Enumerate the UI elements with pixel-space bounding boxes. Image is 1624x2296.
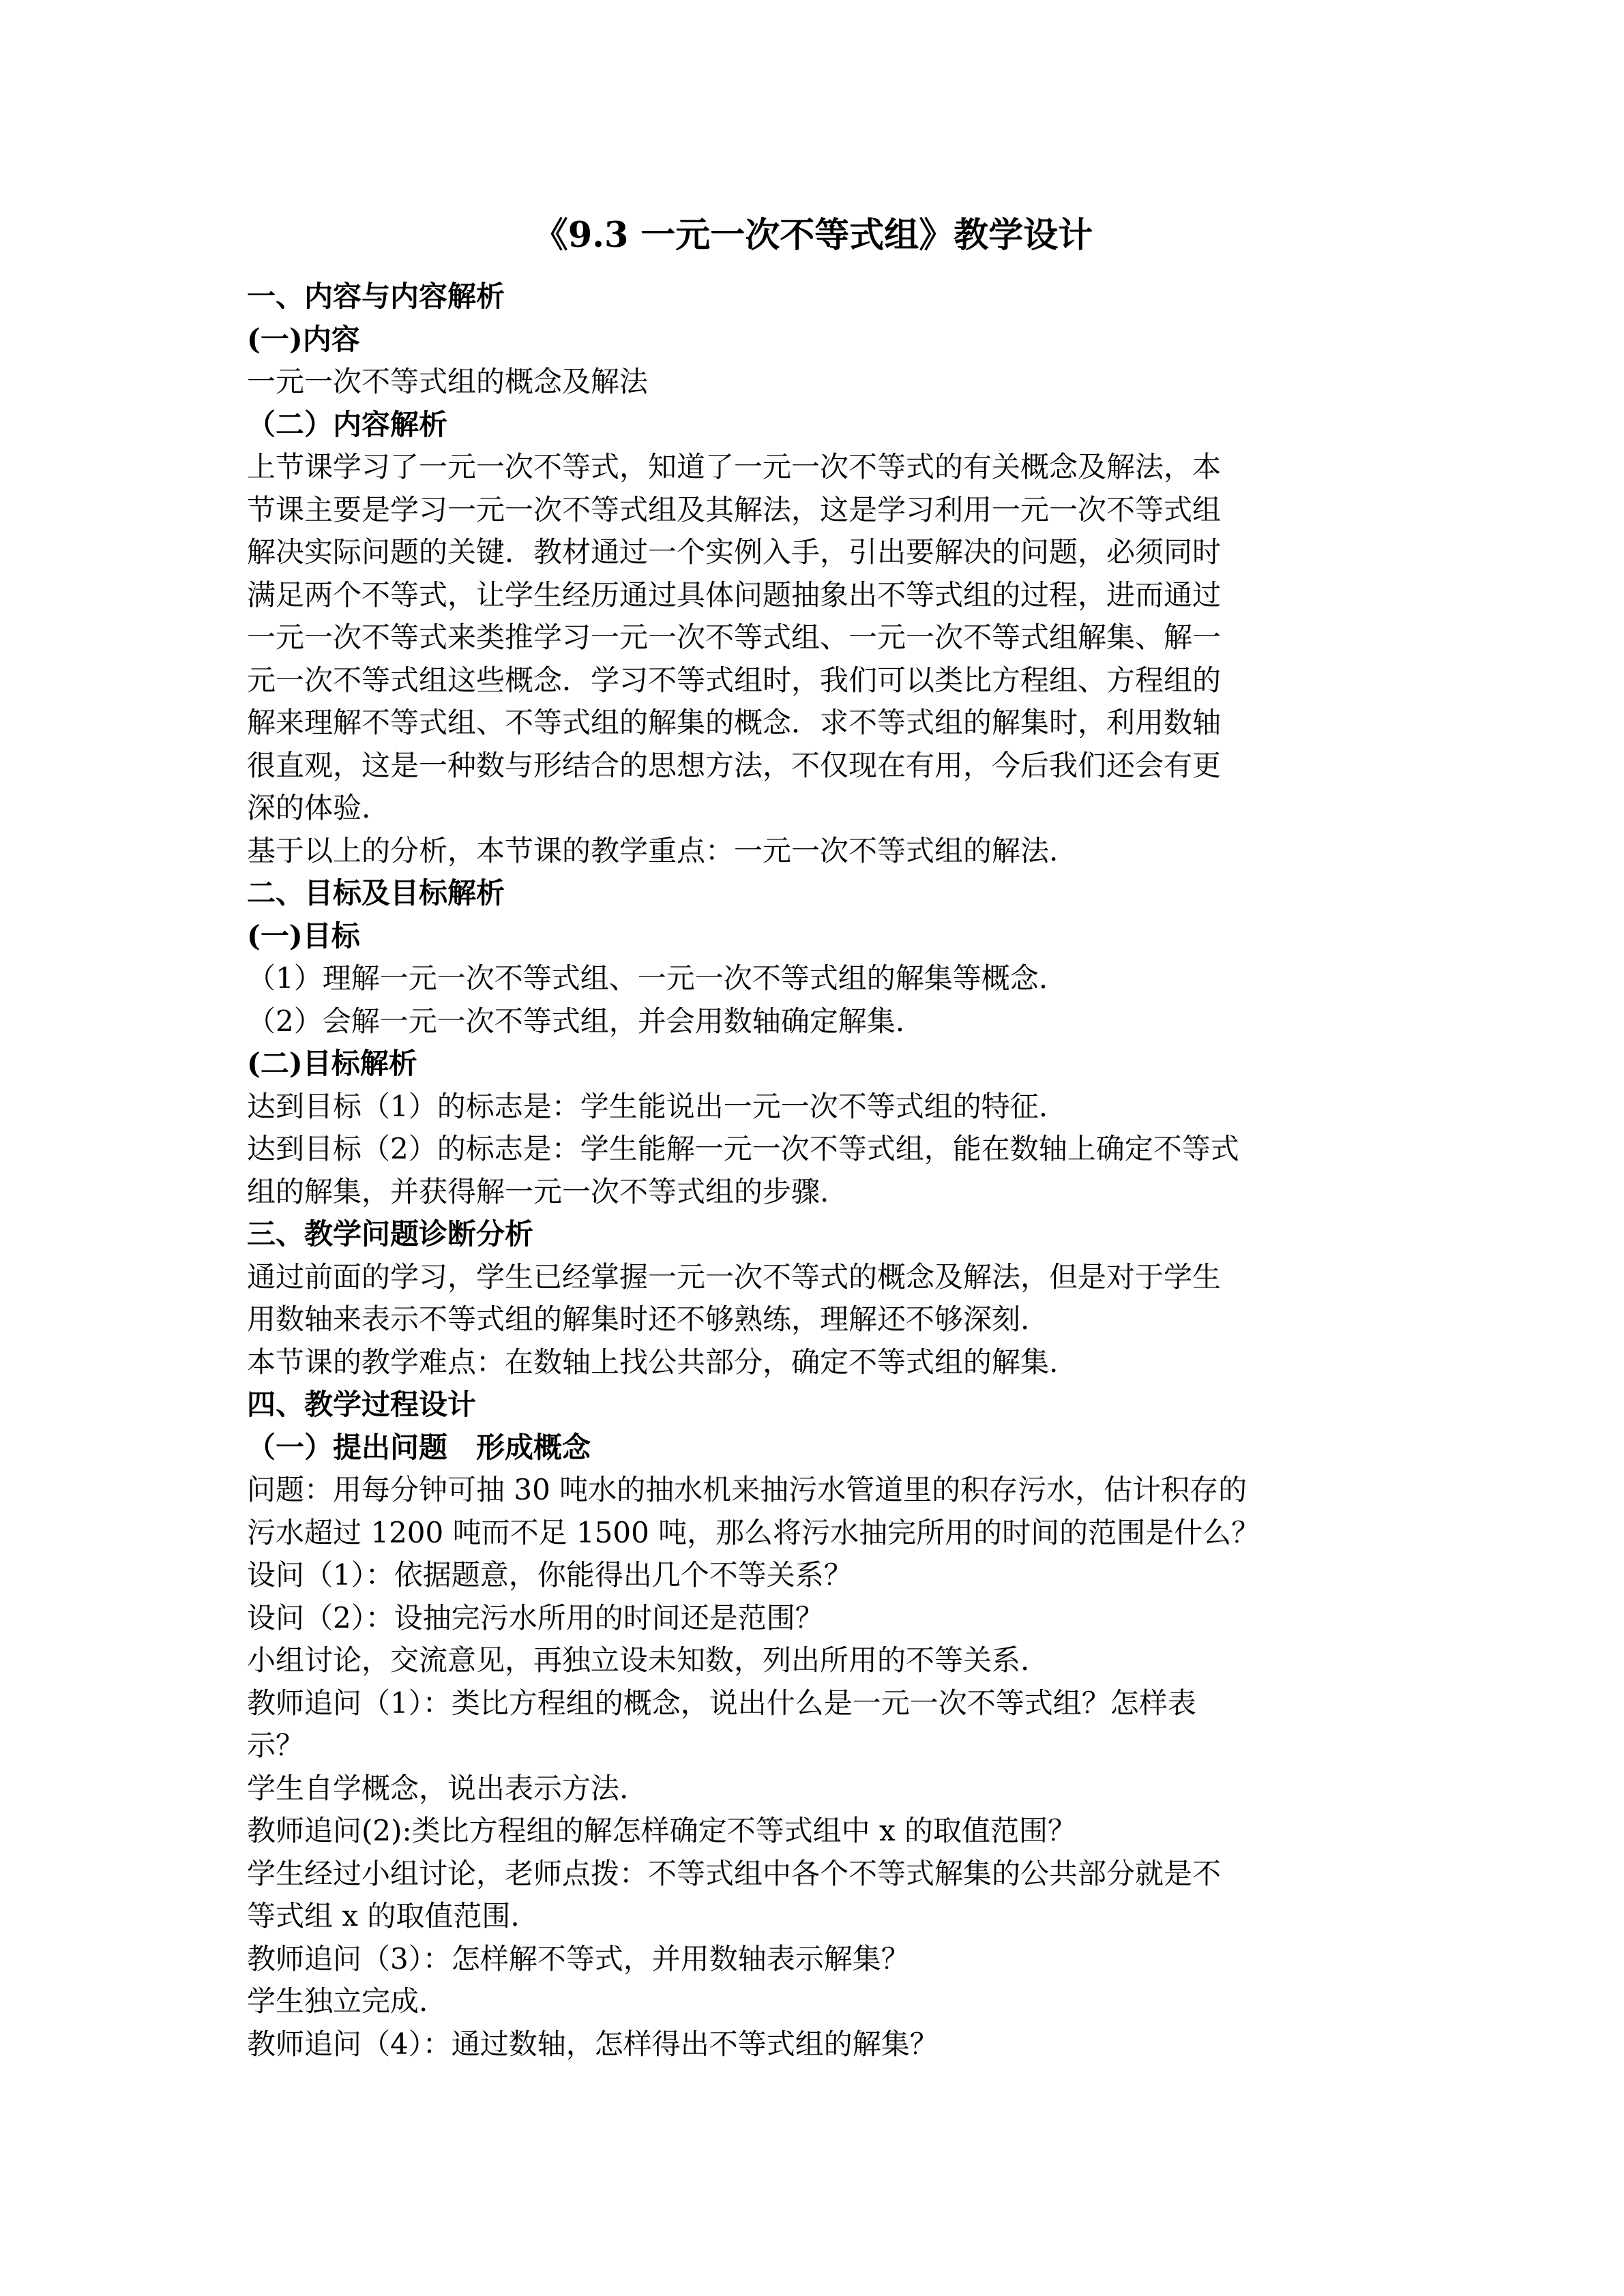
paragraph-line: 示？	[247, 1729, 305, 1762]
paragraph-line: 学生经过小组讨论，老师点拨：不等式组中各个不等式解集的公共部分就是不	[247, 1856, 1222, 1890]
paragraph-line: 解来理解不等式组、不等式组的解集的概念．求不等式组的解集时，利用数轴	[247, 706, 1222, 739]
paragraph-line: 问题：用每分钟可抽 30 吨水的抽水机来抽污水管道里的积存污水，估计积存的	[247, 1473, 1247, 1506]
paragraph-line: 达到目标（1）的标志是：学生能说出一元一次不等式组的特征.	[247, 1089, 1048, 1123]
paragraph-line: 等式组 x 的取值范围.	[247, 1899, 520, 1933]
paragraph-line: 上节课学习了一元一次不等式，知道了一元一次不等式的有关概念及解法，本	[247, 450, 1222, 483]
paragraph-line: 设问（2）：设抽完污水所用的时间还是范围？	[247, 1600, 824, 1635]
paragraph-line: 通过前面的学习，学生已经掌握一元一次不等式的概念及解法，但是对于学生	[247, 1259, 1222, 1294]
paragraph-line: 设问（1）：依据题意，你能得出几个不等关系？	[247, 1558, 853, 1592]
paragraph-line: 教师追问（4）：通过数轴，怎样得出不等式组的解集？	[247, 2027, 939, 2061]
paragraph-line: 一元一次不等式组的概念及解法	[247, 365, 649, 398]
paragraph-line: 解决实际问题的关键．教材通过一个实例入手，引出要解决的问题，必须同时	[247, 535, 1222, 569]
paragraph-line: 教师追问(2):类比方程组的解怎样确定不等式组中 x 的取值范围？	[247, 1814, 1077, 1847]
paragraph-line: 元一次不等式组这些概念．学习不等式组时，我们可以类比方程组、方程组的	[247, 663, 1222, 697]
section-heading: 一、内容与内容解析	[247, 280, 505, 313]
section-heading: （二）内容解析	[247, 407, 448, 441]
paragraph-line: 基于以上的分析，本节课的教学重点：一元一次不等式组的解法.	[247, 833, 1059, 867]
document-title: 《9.3 一元一次不等式组》教学设计	[533, 215, 1093, 256]
paragraph-line: （2）会解一元一次不等式组，并会用数轴确定解集.	[247, 1004, 905, 1038]
paragraph-line: 深的体验.	[247, 791, 371, 824]
paragraph-line: 学生自学概念，说出表示方法.	[247, 1771, 629, 1805]
paragraph-line: 满足两个不等式，让学生经历通过具体问题抽象出不等式组的过程，进而通过	[247, 578, 1222, 612]
document-content	[247, 205, 1379, 2066]
paragraph-line: 教师追问（3）：怎样解不等式，并用数轴表示解集？	[247, 1941, 910, 1976]
section-heading: 二、目标及目标解析	[247, 876, 505, 910]
paragraph-line: 教师追问（1）：类比方程组的概念，说出什么是一元一次不等式组？怎样表	[247, 1686, 1196, 1720]
paragraph-line: 一元一次不等式来类推学习一元一次不等式组、一元一次不等式组解集、解一	[247, 621, 1222, 654]
paragraph-line: 小组讨论，交流意见，再独立设未知数，列出所用的不等关系.	[247, 1643, 1030, 1677]
document-body	[247, 275, 1379, 2066]
paragraph-line: 组的解集，并获得解一元一次不等式组的步骤.	[247, 1174, 829, 1208]
section-heading: (二)目标解析	[247, 1047, 417, 1080]
section-heading: 三、教学问题诊断分析	[247, 1217, 534, 1251]
paragraph-line: 很直观，这是一种数与形结合的思想方法，不仅现在有用，今后我们还会有更	[247, 748, 1222, 782]
paragraph-line: 用数轴来表示不等式组的解集时还不够熟练，理解还不够深刻.	[247, 1302, 1030, 1336]
paragraph-line: 节课主要是学习一元一次不等式组及其解法，这是学习利用一元一次不等式组	[247, 492, 1222, 526]
paragraph-line: 达到目标（2）的标志是：学生能解一元一次不等式组，能在数轴上确定不等式	[247, 1132, 1239, 1165]
paragraph-line: 学生独立完成.	[247, 1984, 428, 2018]
section-heading: (一)目标	[247, 919, 360, 953]
section-heading: （一）提出问题 形成概念	[247, 1430, 591, 1464]
paragraph-line: （1）理解一元一次不等式组、一元一次不等式组的解集等概念.	[247, 961, 1048, 995]
section-heading: 四、教学过程设计	[247, 1388, 477, 1421]
paragraph-line: 污水超过 1200 吨而不足 1500 吨，那么将污水抽完所用的时间的范围是什么？	[247, 1515, 1260, 1549]
section-heading: (一)内容	[247, 322, 360, 356]
paragraph-line: 本节课的教学难点：在数轴上找公共部分，确定不等式组的解集.	[247, 1345, 1059, 1379]
